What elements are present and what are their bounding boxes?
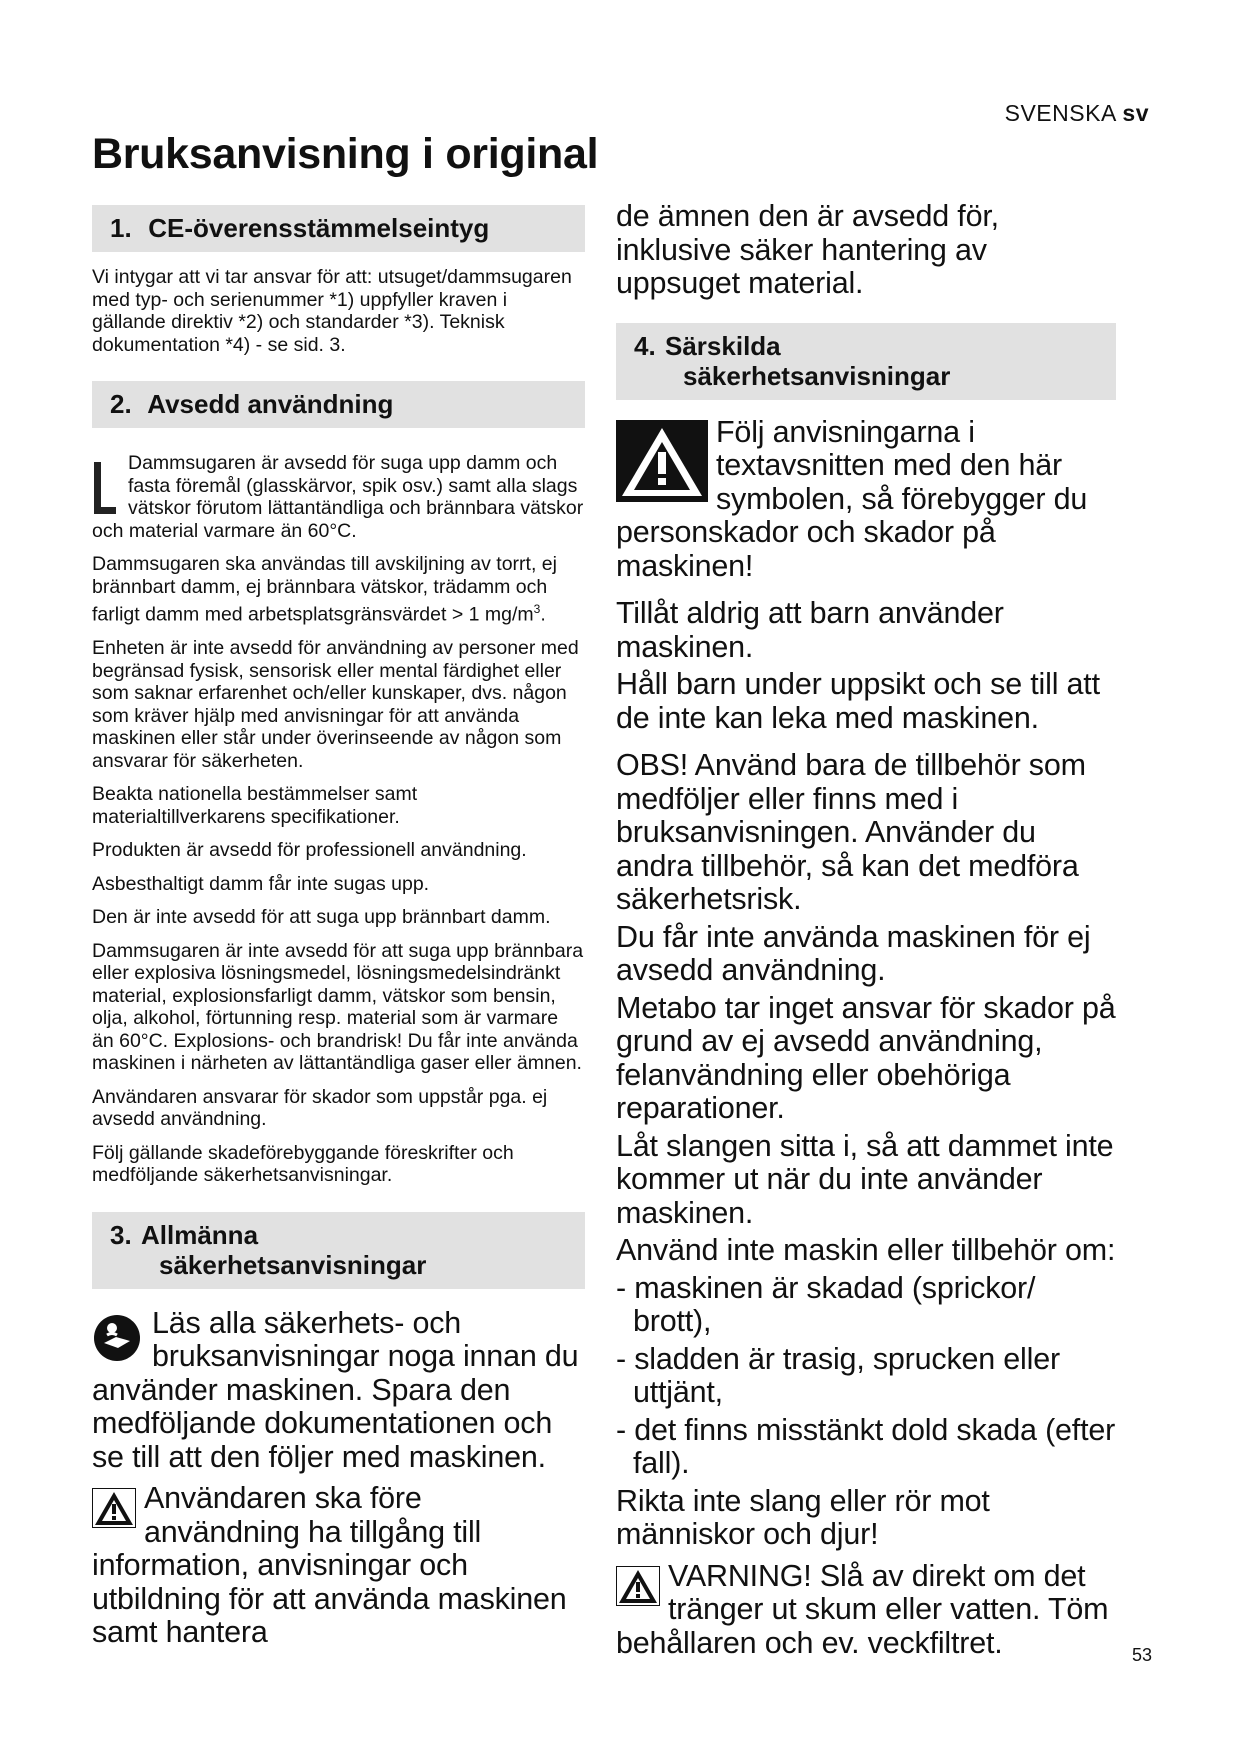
section-4-title-line-2: säkerhetsanvisningar — [683, 360, 951, 391]
section-4-paragraph-3: Håll barn under uppsikt och se till att de inte kan leka med maskinen. — [616, 667, 1100, 735]
section-4-paragraph-1-text: Följ anvisningarna i textavsnitten med den här symbolen, så förebygger du personskador och skador på maskinen! — [616, 414, 1088, 583]
section-4-paragraph-8: Använd inte maskin eller tillbehör om: — [616, 1233, 1116, 1267]
section-1-heading — [92, 205, 585, 252]
section-4-paragraph-6: Metabo tar inget ansvar för skador på grund av ej avsedd användning, felanvändning eller obehöriga reparationer. — [616, 990, 1116, 1125]
section-3-paragraph-2 — [92, 1482, 585, 1650]
dropl-icon — [94, 462, 116, 514]
section-4-paragraph-1 — [616, 416, 1116, 584]
section-2-paragraph-8: Dammsugaren är inte avsedd för att suga upp brännbara eller explosiva lösningsmedel, lösningsmedelsindränkt material, explosionsfarligt damm, vätskor som bensin, olja, alkohol, förtunning resp. material som är varmare än 60°C. Explosions- och brandrisk! Du får inte använda maskinen i närheten av lättantändliga gaser eller ämnen. — [92, 939, 584, 1074]
section-2-paragraph-7: Den är inte avsedd för att suga upp brännbart damm. — [92, 906, 551, 928]
section-2-paragraph-1-text: Dammsugaren är avsedd för suga upp damm och fasta föremål (glasskärvor, spik osv.) samt alla slags vätskor förutom lättantändliga och brännbara vätskor och material varmare än 60°C. — [92, 452, 584, 542]
left-column — [92, 205, 585, 1654]
section-2-paragraph-2 — [92, 553, 585, 626]
section-3-continued: de ämnen den är avsedd för, inklusive säker hantering av uppsuget material. — [616, 199, 999, 300]
section-4-paragraph-2: Tillåt aldrig att barn använder maskinen. — [616, 596, 1004, 664]
section-1-number: 1. — [110, 213, 132, 243]
section-4-paragraph-10-text: VARNING! Slå av direkt om det tränger ut skum eller vatten. Töm behållaren och ev. veckfiltret. — [616, 1558, 1109, 1660]
section-3-paragraph-1-text: Läs alla säkerhets- och bruksanvisningar noga innan du använder maskinen. Spara den medföljande dokumentationen och se till att den följer med maskinen. — [92, 1305, 579, 1474]
list-item: - maskinen är skadad (sprickor/ brott), — [616, 1270, 1036, 1338]
superscript-3: 3 — [533, 602, 541, 616]
section-4-paragraph-5: Du får inte använda maskinen för ej avsedd användning. — [616, 919, 1091, 987]
section-2-paragraph-3: Enheten är inte avsedd för användning av personer med begränsad fysisk, sensorisk eller mental färdighet eller som saknar erfarenhet och/eller kunskaper, dvs. någon som kräver hjälp med anvisningar för att använda maskinen eller står under överinseende av någon som ansvarar för säkerheten. — [92, 637, 579, 772]
language-label: SVENSKA — [1004, 100, 1116, 126]
read-manual-icon — [92, 1313, 142, 1363]
section-3-heading — [92, 1212, 585, 1289]
list-item: - sladden är trasig, sprucken eller uttjänt, — [616, 1341, 1060, 1409]
section-2-number: 2. — [110, 389, 132, 419]
section-4-paragraph-10 — [616, 1560, 1116, 1661]
section-2-paragraph-2-text: Dammsugaren ska användas till avskiljning av torrt, ej brännbart damm, ej brännbara vätskor, trädamm och farligt damm med arbetsplatsgränsvärdet > 1 mg/m — [92, 553, 557, 626]
section-2-paragraph-10: Följ gällande skadeförebyggande föreskrifter och medföljande säkerhetsanvisningar. — [92, 1141, 514, 1186]
language-indicator — [1005, 100, 1149, 127]
section-2-heading — [92, 381, 585, 428]
section-4-title-line-1: Särskilda — [665, 330, 781, 361]
section-4-heading — [616, 323, 1116, 400]
section-4-paragraph-7: Låt slangen sitta i, så att dammet inte kommer ut när du inte använder maskinen. — [616, 1128, 1114, 1230]
section-3-title-line-2: säkerhetsanvisningar — [159, 1249, 427, 1280]
list-item: - det finns misstänkt dold skada (efter fall). — [616, 1412, 1116, 1480]
page-number: 53 — [1131, 1645, 1152, 1665]
section-2-paragraph-1 — [92, 452, 585, 542]
section-2-paragraph-9: Användaren ansvarar för skador som uppstår pga. ej avsedd användning. — [92, 1085, 548, 1130]
section-4-paragraph-9: Rikta inte slang eller rör mot människor och djur! — [616, 1483, 990, 1551]
section-4-paragraph-4: OBS! Använd bara de tillbehör som medföljer eller finns med i bruksanvisningen. Använder du andra tillbehör, så kan det medföra säkerhetsrisk. — [616, 748, 1086, 916]
right-column — [616, 200, 1116, 1664]
section-3-number: 3. — [110, 1219, 132, 1250]
section-4-number: 4. — [634, 330, 656, 361]
section-3-paragraph-1 — [92, 1307, 585, 1475]
warning-icon — [92, 1488, 136, 1528]
section-1-text: Vi intygar att vi tar ansvar för att: utsuget/dammsugaren med typ- och serienummer *1) uppfyller kraven i gällande direktiv *2) och standarder *3). Teknisk dokumentation *4) - se sid. 3. — [92, 266, 572, 356]
section-2-paragraph-4: Beakta nationella bestämmelser samt materialtillverkarens specifikationer. — [92, 783, 418, 828]
page-title: Bruksanvisning i original — [92, 130, 599, 178]
section-3-paragraph-2-text: Användaren ska före användning ha tillgång till information, anvisningar och utbildning för att använda maskinen samt hantera — [92, 1481, 567, 1649]
language-code: sv — [1122, 100, 1149, 126]
section-1-title: CE-överensstämmelseintyg — [148, 213, 490, 243]
section-3-title-line-1: Allmänna — [141, 1219, 259, 1250]
section-2-title: Avsedd användning — [147, 389, 394, 419]
section-2-paragraph-2-end: . — [540, 603, 546, 626]
section-2-paragraph-6: Asbesthaltigt damm får inte sugas upp. — [92, 872, 430, 895]
section-2-paragraph-5: Produkten är avsedd för professionell användning. — [92, 839, 527, 861]
warning-icon — [616, 1566, 660, 1606]
warning-icon — [616, 420, 708, 502]
